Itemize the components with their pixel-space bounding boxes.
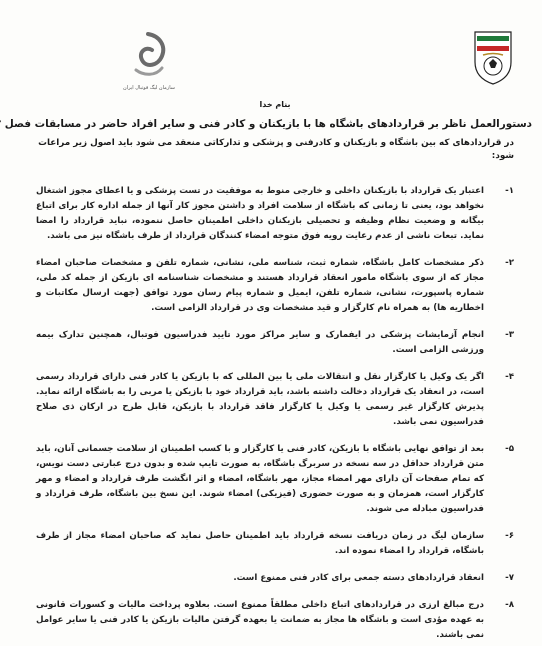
clause-text: انعقاد قراردادهای دسته جمعی برای کادر فنی ممنوع است. [233,573,484,583]
clause-text: انجام آزمایشات پزشکی در ایفمارک و سایر مراکز مورد تایید فدراسیون فوتبال، همچنین تدارک بیمه ورزشی الزامی است. [36,330,484,355]
clause-number: ۶- [505,531,514,541]
clause-text: اگر یک وکیل یا کارگزار نقل و انتقالات ملی یا بین المللی که با بازیکن یا کادر فنی دارای قرارداد رسمی است، در انعقاد یک قرارداد دخالت داشته باشد، باید قرارداد خود با بازیکن یا مربی را به باشگاه ارائه نماید. پذیرش کارگزار غیر رسمی یا وکیل یا کارگزار فاقد قرارداد با بازیکن، قابل طرح در ارکان ذی صلاح فدراسیون نمی باشد. [36,372,484,427]
clause-number: ۴- [505,372,514,382]
document-body [4,100,532,655]
clause-6 [36,529,514,559]
federation-crest-logo [471,28,515,86]
clause-8 [36,598,514,643]
clause-7 [36,571,514,586]
invocation-heading: بنام خدا [259,100,291,109]
clause-number: ۷- [505,573,514,583]
clause-text: سازمان لیگ در زمان دریافت نسخه قرارداد باید اطمینان حاصل نماید که صاحبان امضاء مجاز از طرف باشگاه، قرارداد را امضاء نموده اند. [36,531,484,556]
document-title: دستورالعمل ناظر بر قراردادهای باشگاه ها با بازیکنان و کادر فنی و سایر افراد حاضر در مسابقات فصل [4,118,532,130]
intro-paragraph: در قراردادهای که بین باشگاه و بازیکنان و کادرفنی و پزشکی و تدارکاتی منعقد می شود باید اصول زیر مراعات شود: [38,138,514,161]
clause-text: درج مبالغ ارزی در قراردادهای اتباع داخلی مطلقاً ممنوع است. بعلاوه پرداخت مالیات و کسورات قانونی به عهده مؤدی است و باشگاه ها مجاز به ضمانت یا بعهده گرفتن مالیات بازیکن یا کادر فنی یا سایر عوامل نمی باشند. [36,600,484,640]
clause-1 [36,184,514,244]
clause-2 [36,256,514,316]
clause-number: ۲- [505,258,514,268]
clause-text: اعتبار یک قرارداد با بازیکنان داخلی و خارجی منوط به موفقیت در تست پزشکی و یا اعطای مجوز اشتغال نخواهد بود، یعنی تا زمانی که باشگاه از سلامت افراد و داشتن مجوز کار آنها از جمله اداره کار برای اتباع بیگانه و وضعیت نظام وظیفه و تحصیلی بازیکنان داخلی اطمینان حاصل ننموده، نباید قرارداد را امضا نماید. تبعات ناشی از عدم رعایت رویه فوق متوجه امضاء کنندگان قرارداد از طرف باشگاه نیز می باشد. [36,186,484,241]
clause-text: ذکر مشخصات کامل باشگاه، شماره ثبت، شناسه ملی، نشانی، شماره تلفن و مشخصات صاحبان امضاء مجاز که از سوی باشگاه مامور انعقاد قرارداد هستند و مشخصات شناسنامه ای بازیکن از جمله کد ملی، شماره پاسپورت، نشانی، شماره تلفن، ایمیل و شماره پیام رسان مورد توافق (جهت ارسال مکاتبات و اخطاریه ها) به همراه نام کارگزار و قید مشخصات وی در قرارداد الزامی است. [36,258,484,313]
clause-3 [36,328,514,358]
clause-5 [36,442,514,517]
clause-number: ۱- [505,186,514,196]
league-logo-caption: سازمان لیگ فوتبال ایران [123,85,175,91]
league-organization-logo [126,30,170,82]
clause-number: ۸- [505,600,514,610]
clause-number: ۳- [505,330,514,340]
clause-text: بعد از توافق نهایی باشگاه با بازیکن، کادر فنی یا کارگزار و با کسب اطمینان از سلامت جسمانی آنان، باید متن قرارداد حداقل در سه نسخه در سربرگ باشگاه، به صورت تایپ شده و بدون درج عبارتی دست نویس، که تمام صفحات آن دارای مهر امضاء مجاز، مهر باشگاه، امضاء و اثر انگشت طرف قرارداد و امضاء و مهر کارگزار است، همزمان و به صورت حضوری (فیزیکی) امضاء شوند. این نسخ بین باشگاه، طرف قرارداد و فدراسیون مبادله می شوند. [36,444,484,514]
clause-4 [36,370,514,430]
clause-number: ۵- [505,444,514,454]
